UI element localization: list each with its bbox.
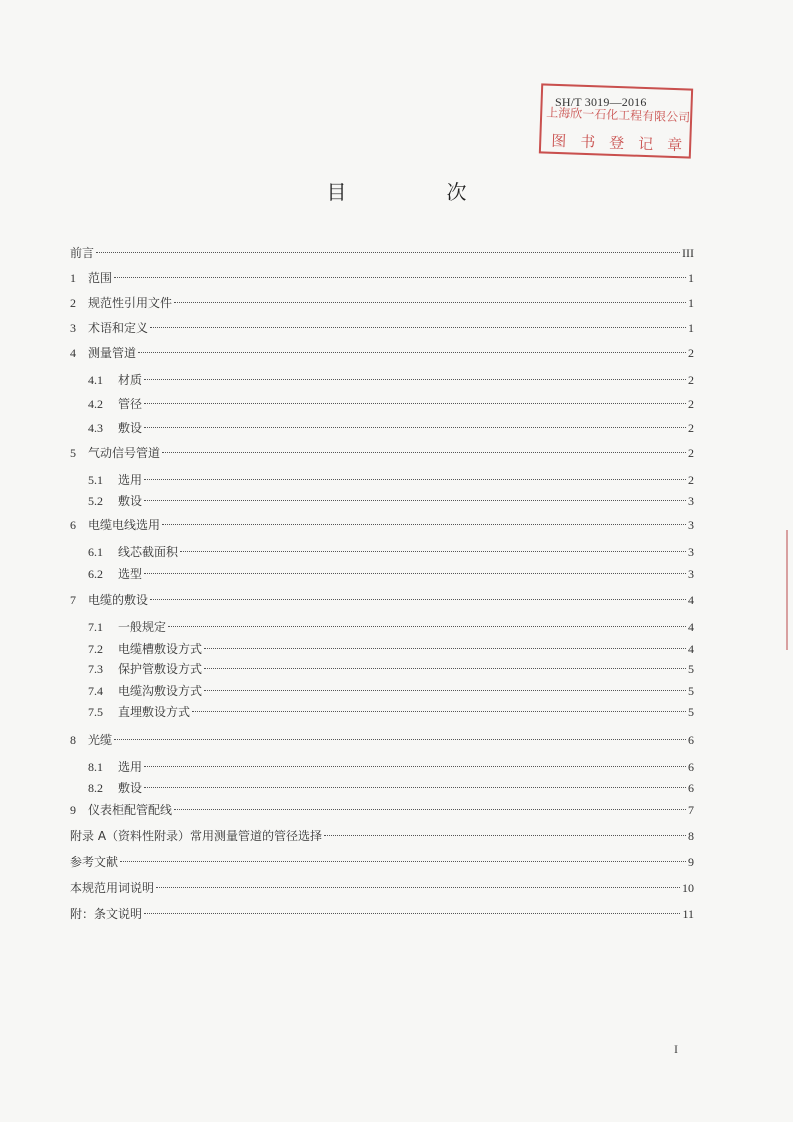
toc-entry-page: 4 — [688, 593, 694, 607]
toc-dot-leader — [144, 913, 680, 914]
toc-dot-leader — [162, 524, 686, 525]
toc-entry[interactable] — [70, 293, 694, 313]
toc-dot-leader — [150, 327, 686, 328]
toc-entry[interactable] — [88, 394, 694, 414]
toc-entry[interactable] — [70, 852, 694, 872]
toc-entry[interactable] — [70, 800, 694, 820]
toc-entry-page: 8 — [688, 829, 694, 843]
toc-entry-label: 管径 — [118, 397, 143, 411]
toc-entry-label: 选型 — [118, 567, 143, 581]
library-stamp — [539, 83, 697, 158]
toc-entry-number: 9 — [70, 803, 76, 817]
toc-entry-label: 术语和定义 — [88, 321, 149, 335]
toc-entry-label: 线芯截面积 — [118, 545, 179, 559]
toc-entry-number: 7 — [70, 593, 76, 607]
toc-entry-label: 选用 — [118, 473, 143, 487]
toc-entry-label: 选用 — [118, 760, 143, 774]
toc-entry-number: 7.2 — [88, 642, 103, 656]
toc-entry[interactable] — [70, 878, 694, 898]
toc-entry-page: 7 — [688, 803, 694, 817]
toc-entry[interactable] — [88, 542, 694, 562]
toc-entry-page: 2 — [688, 473, 694, 487]
toc-entry-page: 5 — [688, 684, 694, 698]
toc-entry-page: 4 — [688, 620, 694, 634]
toc-dot-leader — [180, 551, 686, 552]
toc-entry[interactable] — [88, 564, 694, 584]
toc-title-text: 目 次 — [326, 180, 507, 204]
toc-entry-number: 6.2 — [88, 567, 103, 581]
toc-entry-page: 3 — [688, 494, 694, 508]
toc-entry-number: 7.1 — [88, 620, 103, 634]
toc-dot-leader — [144, 479, 686, 480]
toc-entry-label: 范围 — [88, 271, 113, 285]
toc-entry-page: 2 — [688, 373, 694, 387]
toc-entry[interactable] — [88, 757, 694, 777]
toc-entry-label: 测量管道 — [88, 346, 137, 360]
toc-entry-label: 前言 — [70, 246, 95, 260]
toc-entry-page: 6 — [688, 781, 694, 795]
toc-entry-page: III — [682, 246, 694, 260]
toc-entry[interactable] — [88, 659, 694, 679]
scan-edge-mark — [786, 530, 788, 650]
toc-entry-number: 1 — [70, 271, 76, 285]
toc-dot-leader — [114, 739, 686, 740]
toc-entry[interactable] — [88, 681, 694, 701]
toc-entry-number: 8.1 — [88, 760, 103, 774]
toc-dot-leader — [204, 690, 686, 691]
toc-entry-number: 8.2 — [88, 781, 103, 795]
stamp-seal: 图书登记章 — [550, 131, 697, 155]
toc-entry-number: 4.1 — [88, 373, 103, 387]
toc-entry-page: 11 — [682, 907, 694, 921]
toc-entry-label: 本规范用词说明 — [70, 881, 155, 895]
toc-entry-number: 5 — [70, 446, 76, 460]
toc-dot-leader — [204, 648, 686, 649]
toc-entry[interactable] — [70, 343, 694, 363]
toc-entry-label: 电缆电线选用 — [88, 518, 161, 532]
toc-entry-number: 8 — [70, 733, 76, 747]
toc-entry-label: 光缆 — [88, 733, 113, 747]
toc-entry-page: 5 — [688, 662, 694, 676]
toc-entry-label: 保护管敷设方式 — [118, 662, 203, 676]
toc-dot-leader — [174, 302, 686, 303]
toc-entry-number: 7.3 — [88, 662, 103, 676]
toc-entry-page: 3 — [688, 518, 694, 532]
toc-entry-label: 敷设 — [118, 421, 143, 435]
toc-entry-number: 6.1 — [88, 545, 103, 559]
toc-entry-page: 6 — [688, 760, 694, 774]
toc-entry[interactable] — [70, 590, 694, 610]
toc-dot-leader — [204, 668, 686, 669]
toc-entry[interactable] — [88, 639, 694, 659]
stamp-org: 上海欣一石化工程有限公司 — [546, 105, 691, 125]
toc-entry[interactable] — [88, 702, 694, 722]
toc-dot-leader — [144, 427, 686, 428]
toc-entry-page: 2 — [688, 346, 694, 360]
toc-dot-leader — [144, 787, 686, 788]
toc-entry-page: 2 — [688, 397, 694, 411]
toc-entry-page: 2 — [688, 446, 694, 460]
toc-entry-number: 2 — [70, 296, 76, 310]
toc-dot-leader — [144, 500, 686, 501]
toc-entry[interactable] — [88, 778, 694, 798]
toc-entry-number: 4 — [70, 346, 76, 360]
toc-entry-page: 1 — [688, 296, 694, 310]
toc-entry[interactable] — [88, 470, 694, 490]
toc-entry[interactable] — [88, 617, 694, 637]
toc-entry-number: 7.5 — [88, 705, 103, 719]
toc-entry-number: 5.1 — [88, 473, 103, 487]
toc-entry-page: 5 — [688, 705, 694, 719]
toc-dot-leader — [114, 277, 686, 278]
toc-entry[interactable] — [70, 268, 694, 288]
toc-entry-label: 规范性引用文件 — [88, 296, 173, 310]
toc-dot-leader — [96, 252, 680, 253]
toc-entry[interactable] — [70, 515, 694, 535]
toc-dot-leader — [156, 887, 680, 888]
toc-dot-leader — [120, 861, 686, 862]
toc-dot-leader — [162, 452, 686, 453]
toc-entry-page: 4 — [688, 642, 694, 656]
toc-entry-label: 仪表柜配管配线 — [88, 803, 173, 817]
toc-entry[interactable] — [70, 730, 694, 750]
toc-entry-label: 附：条文说明 — [70, 907, 143, 921]
toc-entry[interactable] — [70, 318, 694, 338]
toc-entry-page: 9 — [688, 855, 694, 869]
toc-dot-leader — [174, 809, 686, 810]
toc-entry-label: 气动信号管道 — [88, 446, 161, 460]
toc-title — [0, 176, 793, 205]
toc-entry-label: 材质 — [118, 373, 143, 387]
toc-dot-leader — [138, 352, 686, 353]
toc-entry[interactable] — [70, 443, 694, 463]
toc-entry-label: 直埋敷设方式 — [118, 705, 191, 719]
toc-dot-leader — [168, 626, 686, 627]
toc-entry-page: 10 — [682, 881, 694, 895]
toc-entry-label: 电缆槽敷设方式 — [118, 642, 203, 656]
toc-entry-number: 3 — [70, 321, 76, 335]
toc-dot-leader — [150, 599, 686, 600]
toc-entry-page: 1 — [688, 271, 694, 285]
standard-code: SH/T 3019—2016 — [555, 95, 647, 109]
toc-entry[interactable] — [88, 418, 694, 438]
toc-entry-label: 敷设 — [118, 494, 143, 508]
toc-entry-label: 电缆的敷设 — [88, 593, 149, 607]
toc-entry-number: 7.4 — [88, 684, 103, 698]
toc-dot-leader — [144, 573, 686, 574]
toc-entry[interactable] — [88, 491, 694, 511]
toc-dot-leader — [192, 711, 686, 712]
page-number: I — [674, 1042, 678, 1056]
toc-entry-label: 附录 A（资料性附录）常用测量管道的管径选择 — [70, 829, 323, 843]
toc-entry-number: 4.3 — [88, 421, 103, 435]
toc-entry-label: 参考文献 — [70, 855, 119, 869]
toc-entry[interactable] — [70, 826, 694, 846]
toc-dot-leader — [324, 835, 686, 836]
toc-dot-leader — [144, 403, 686, 404]
toc-entry-number: 6 — [70, 518, 76, 532]
toc-entry-page: 1 — [688, 321, 694, 335]
toc-entry-page: 6 — [688, 733, 694, 747]
toc-entry-number: 5.2 — [88, 494, 103, 508]
toc-entry-number: 4.2 — [88, 397, 103, 411]
toc-entry[interactable] — [88, 370, 694, 390]
toc-entry[interactable] — [70, 243, 694, 263]
toc-dot-leader — [144, 379, 686, 380]
toc-entry-label: 敷设 — [118, 781, 143, 795]
toc-entry-page: 3 — [688, 545, 694, 559]
toc-entry-label: 电缆沟敷设方式 — [118, 684, 203, 698]
toc-entry[interactable] — [70, 904, 694, 924]
toc-dot-leader — [144, 766, 686, 767]
toc-entry-page: 3 — [688, 567, 694, 581]
toc-entry-label: 一般规定 — [118, 620, 167, 634]
toc-entry-page: 2 — [688, 421, 694, 435]
